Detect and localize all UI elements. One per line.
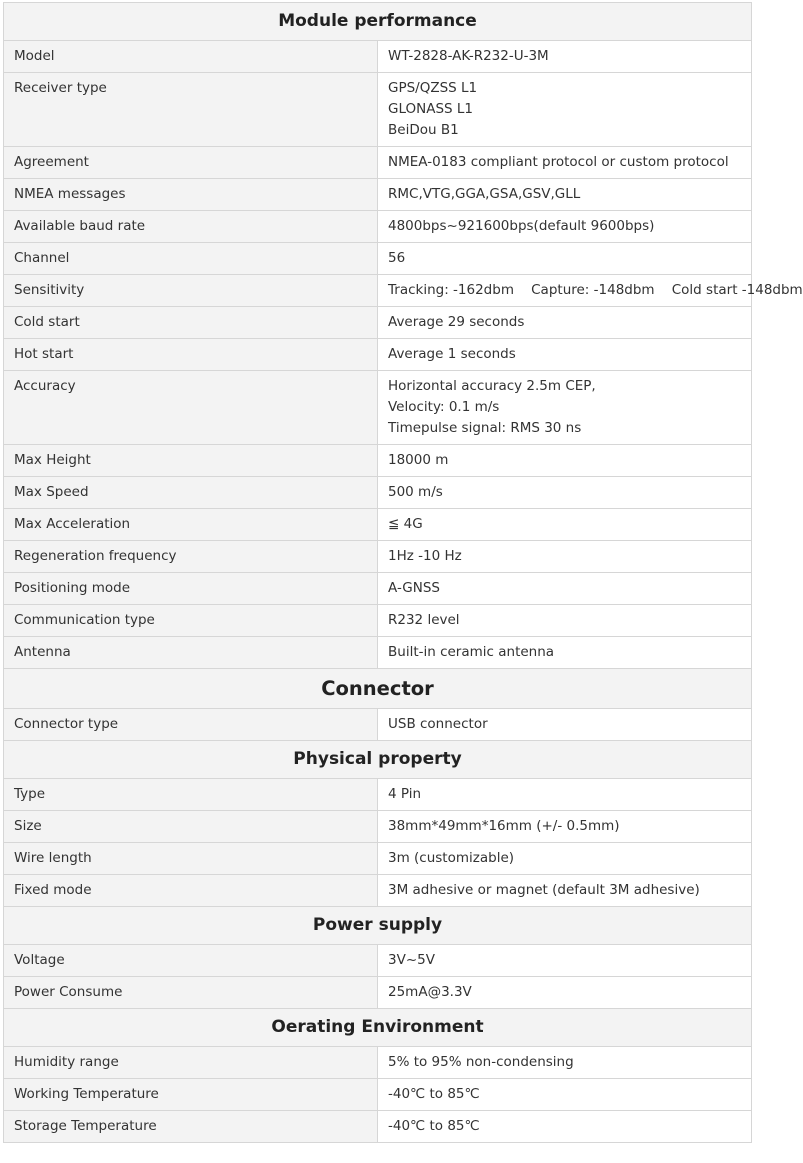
section-title: Power supply xyxy=(4,907,752,945)
value-line: R232 level xyxy=(388,612,460,628)
value-line: 500 m/s xyxy=(388,484,443,500)
row-value xyxy=(378,977,752,1009)
row-label: Available baud rate xyxy=(4,211,378,243)
row-value xyxy=(378,477,752,509)
row-value xyxy=(378,779,752,811)
row-value xyxy=(378,147,752,179)
row-label: Max Speed xyxy=(4,477,378,509)
table-row xyxy=(4,709,752,741)
table-row xyxy=(4,371,752,445)
table-row xyxy=(4,275,752,307)
table-row xyxy=(4,945,752,977)
table-row xyxy=(4,339,752,371)
section-header-row xyxy=(4,669,752,709)
value-line: 5% to 95% non-condensing xyxy=(388,1054,574,1070)
table-row xyxy=(4,307,752,339)
row-value xyxy=(378,509,752,541)
table-row xyxy=(4,509,752,541)
row-label: Size xyxy=(4,811,378,843)
row-value xyxy=(378,573,752,605)
value-line: 4800bps~921600bps(default 9600bps) xyxy=(388,218,655,234)
row-value xyxy=(378,211,752,243)
row-value xyxy=(378,811,752,843)
row-label: Wire length xyxy=(4,843,378,875)
row-value xyxy=(378,41,752,73)
row-label: Voltage xyxy=(4,945,378,977)
table-row xyxy=(4,541,752,573)
row-label: Fixed mode xyxy=(4,875,378,907)
row-label: Regeneration frequency xyxy=(4,541,378,573)
value-line: ≦ 4G xyxy=(388,516,423,532)
row-value xyxy=(378,637,752,669)
table-row xyxy=(4,477,752,509)
value-line: Average 29 seconds xyxy=(388,314,525,330)
table-row xyxy=(4,779,752,811)
value-line: Horizontal accuracy 2.5m CEP, xyxy=(388,378,596,394)
table-row xyxy=(4,1079,752,1111)
row-value xyxy=(378,875,752,907)
row-value xyxy=(378,307,752,339)
value-line: Tracking: -162dbm Capture: -148dbm Cold start -148dbm xyxy=(388,282,803,298)
row-label: Power Consume xyxy=(4,977,378,1009)
row-label: Model xyxy=(4,41,378,73)
row-value xyxy=(378,179,752,211)
row-value xyxy=(378,1111,752,1143)
row-value xyxy=(378,605,752,637)
row-label: NMEA messages xyxy=(4,179,378,211)
value-line: WT-2828-AK-R232-U-3M xyxy=(388,48,549,64)
row-label: Positioning mode xyxy=(4,573,378,605)
table-row xyxy=(4,843,752,875)
section-header-row xyxy=(4,1009,752,1047)
value-line: 4 Pin xyxy=(388,786,422,802)
row-value xyxy=(378,541,752,573)
spec-table-body xyxy=(4,3,803,1143)
section-header-row xyxy=(4,907,752,945)
row-label: Accuracy xyxy=(4,371,378,445)
row-label: Cold start xyxy=(4,307,378,339)
section-header-row xyxy=(4,741,752,779)
row-label: Type xyxy=(4,779,378,811)
row-label: Receiver type xyxy=(4,73,378,147)
value-line: 56 xyxy=(388,250,406,266)
value-line: Built-in ceramic antenna xyxy=(388,644,555,660)
value-line: 3V~5V xyxy=(388,952,435,968)
value-line: GPS/QZSS L1 xyxy=(388,80,478,96)
table-row xyxy=(4,875,752,907)
value-line: 3M adhesive or magnet (default 3M adhesive) xyxy=(388,882,700,898)
section-title: Connector xyxy=(4,669,752,709)
row-value xyxy=(378,445,752,477)
spec-table xyxy=(3,2,803,1143)
row-value xyxy=(378,1079,752,1111)
table-row xyxy=(4,605,752,637)
row-label: Channel xyxy=(4,243,378,275)
row-label: Hot start xyxy=(4,339,378,371)
row-label: Max Height xyxy=(4,445,378,477)
row-value xyxy=(378,843,752,875)
section-header-row xyxy=(4,3,752,41)
table-row xyxy=(4,41,752,73)
table-row xyxy=(4,211,752,243)
value-line: -40℃ to 85℃ xyxy=(388,1086,480,1102)
row-label: Connector type xyxy=(4,709,378,741)
value-line: 1Hz -10 Hz xyxy=(388,548,462,564)
value-line: Average 1 seconds xyxy=(388,346,516,362)
value-line: 25mA@3.3V xyxy=(388,984,472,1000)
value-line: NMEA-0183 compliant protocol or custom protocol xyxy=(388,154,729,170)
row-label: Antenna xyxy=(4,637,378,669)
table-row xyxy=(4,243,752,275)
value-line: Timepulse signal: RMS 30 ns xyxy=(388,420,582,436)
value-line: 3m (customizable) xyxy=(388,850,515,866)
value-line: -40℃ to 85℃ xyxy=(388,1118,480,1134)
value-line: USB connector xyxy=(388,716,488,732)
row-label: Communication type xyxy=(4,605,378,637)
table-row xyxy=(4,573,752,605)
row-label: Max Acceleration xyxy=(4,509,378,541)
row-value xyxy=(378,243,752,275)
row-value xyxy=(378,339,752,371)
row-value xyxy=(378,275,803,307)
row-value xyxy=(378,73,752,147)
value-line: GLONASS L1 xyxy=(388,101,474,117)
section-title: Physical property xyxy=(4,741,752,779)
value-line: BeiDou B1 xyxy=(388,122,459,138)
table-row xyxy=(4,637,752,669)
table-row xyxy=(4,977,752,1009)
row-label: Humidity range xyxy=(4,1047,378,1079)
value-line: RMC,VTG,GGA,GSA,GSV,GLL xyxy=(388,186,581,202)
row-value xyxy=(378,371,752,445)
table-row xyxy=(4,73,752,147)
table-row xyxy=(4,445,752,477)
value-line: 38mm*49mm*16mm (+/- 0.5mm) xyxy=(388,818,620,834)
row-label: Agreement xyxy=(4,147,378,179)
table-row xyxy=(4,811,752,843)
table-row xyxy=(4,1047,752,1079)
row-value xyxy=(378,945,752,977)
value-line: A-GNSS xyxy=(388,580,441,596)
row-value xyxy=(378,1047,752,1079)
row-label: Sensitivity xyxy=(4,275,378,307)
value-line: Velocity: 0.1 m/s xyxy=(388,399,500,415)
section-title: Module performance xyxy=(4,3,752,41)
row-label: Storage Temperature xyxy=(4,1111,378,1143)
section-title: Oerating Environment xyxy=(4,1009,752,1047)
row-value xyxy=(378,709,752,741)
table-row xyxy=(4,147,752,179)
table-row xyxy=(4,179,752,211)
row-label: Working Temperature xyxy=(4,1079,378,1111)
value-line: 18000 m xyxy=(388,452,449,468)
table-row xyxy=(4,1111,752,1143)
